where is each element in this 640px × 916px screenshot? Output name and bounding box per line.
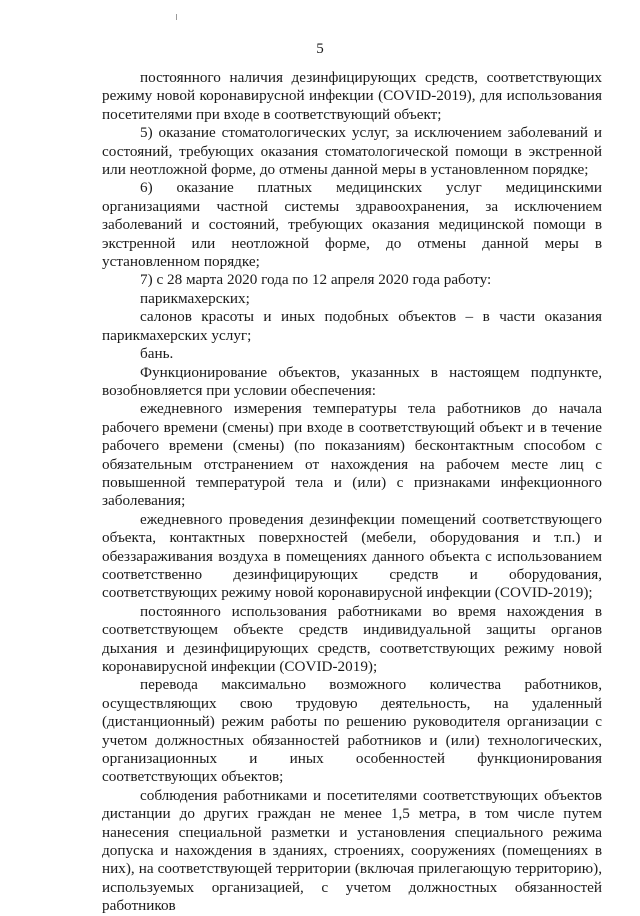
paragraph: перевода максимально возможного количества работников, осуществляющих свою трудовую деятельность, на удаленный (дистанционный) режим работы по решению руководителя организации с учетом должностных обязанностей работников и (или) технологических, организационных и иных особенностей функционирования соответствующих объектов;	[102, 676, 602, 786]
paragraph: 6) оказание платных медицинских услуг медицинскими организациями частной системы здравоохранения, за исключением заболеваний и состояний, требующих оказания медицинской помощи в экстренной или неотложной форме, до отмены данной меры в установленном порядке;	[102, 179, 602, 271]
paragraph: бань.	[140, 345, 174, 363]
paragraph: постоянного наличия дезинфицирующих средств, соответствующих режиму новой коронавирусной инфекции (COVID-2019), для использования посетителями при входе в соответствующий объект;	[102, 69, 602, 123]
paragraph: 5) оказание стоматологических услуг, за исключением заболеваний и состояний, требующих оказания стоматологической помощи в экстренной или неотложной форме, до отмены данной меры в установленном порядке;	[102, 124, 602, 179]
paragraph: парикмахерских;	[140, 289, 250, 307]
paragraph: ежедневного измерения температуры тела работников до начала рабочего времени (смены) при входе в соответствующий объект и в течение рабочего времени (смены) (по показаниям) бесконтактным способом с обязательным отстранением от нахождения на рабочем месте лиц с повышенной температурой тела и (или) с признаками инфекционного заболевания;	[102, 400, 602, 510]
paragraph: Функционирование объектов, указанных в настоящем подпункте, возобновляется при условии обеспечения:	[102, 363, 602, 399]
page-number: 5	[316, 41, 324, 57]
paragraph: салонов красоты и иных подобных объектов – в части оказания парикмахерских услуг;	[102, 308, 602, 344]
paragraph: соблюдения работниками и посетителями соответствующих объектов дистанции до других граждан не менее 1,5 метра, в том числе путем нанесения специальной разметки и установления специального режима допуска и нахождения в зданиях, строениях, сооружениях (помещениях в них), на соответствующей территории (включая прилегающую территорию), используемых организацией, с учетом должностных обязанностей работников	[102, 786, 602, 915]
paragraph: ежедневного проведения дезинфекции помещений соответствующего объекта, контактных поверхностей (мебели, оборудования и т.п.) и обеззараживания воздуха в помещениях данного объекта с использованием соответственно дезинфицирующих средств и оборудования, соответствующих режиму новой коронавирусной инфекции (COVID-2019);	[102, 510, 602, 602]
document-body	[102, 69, 602, 916]
paragraph: постоянного использования работниками во время нахождения в соответствующем объекте средств индивидуальной защиты органов дыхания и дезинфицирующих средств, соответствующих режиму новой коронавирусной инфекции (COVID-2019);	[102, 602, 602, 675]
scan-artifact-mark	[176, 14, 177, 20]
paragraph: 7) с 28 марта 2020 года по 12 апреля 2020 года работу:	[140, 271, 492, 289]
